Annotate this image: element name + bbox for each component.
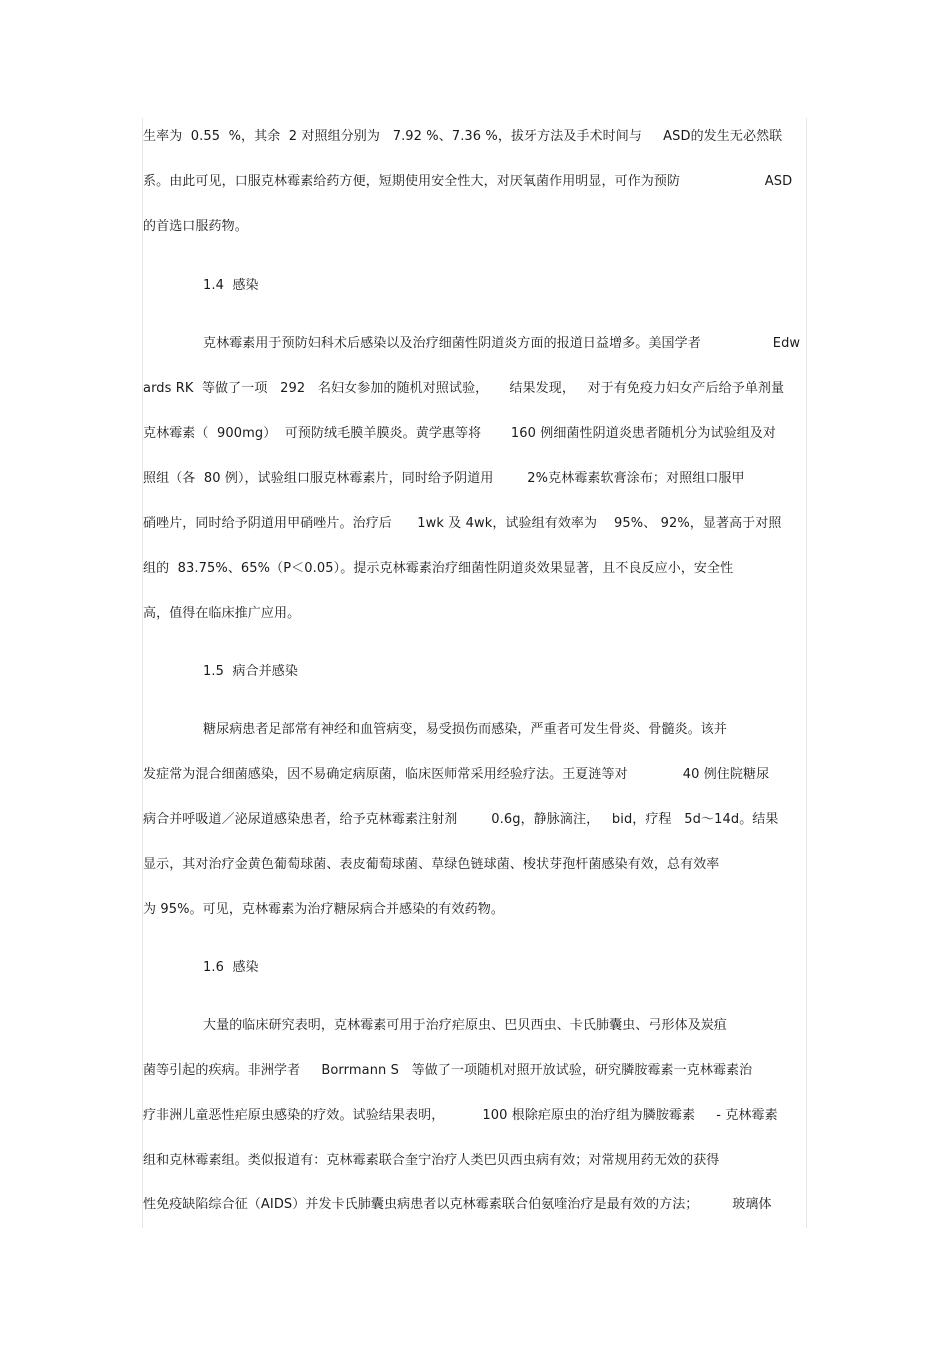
body-text-line: 性免疫缺陷综合征（AIDS）并发卡氏肺囊虫病患者以克林霉素联合伯氨喹治疗是最有效的方法； 玻璃体 <box>143 1197 772 1212</box>
section-heading-1-4: 1.4 感染 <box>203 278 259 293</box>
body-text-line: 硝唑片，同时给予阴道用甲硝唑片。治疗后 1wk 及 4wk，试验组有效率为 95%、 92%，显著高于对照 <box>143 516 782 531</box>
body-text-line: 病合并呼吸道／泌尿道感染患者，给予克林霉素注射剂 0.6g，静脉滴注， bid，疗程 5d～14d。结果 <box>143 812 779 827</box>
body-text-line: 克林霉素（ 900mg） 可预防绒毛膜羊膜炎。黄学惠等将 160 例细菌性阴道炎患者随机分为试验组及对 <box>143 426 777 441</box>
body-text-line: 的首选口服药物。 <box>143 219 248 234</box>
body-text-line: 克林霉素用于预防妇科术后感染以及治疗细菌性阴道炎方面的报道日益增多。美国学者 Edw <box>203 336 801 351</box>
body-text-line: 组的 83.75%、65%（P＜0.05）。提示克林霉素治疗细菌性阴道炎效果显著，且不良反应小，安全性 <box>143 561 734 576</box>
section-heading-1-6: 1.6 感染 <box>203 960 259 975</box>
body-text-line: 组和克林霉素组。类似报道有：克林霉素联合奎宁治疗人类巴贝西虫病有效；对常规用药无效的获得 <box>143 1153 720 1168</box>
body-text-line: 疗非洲儿童恶性疟原虫感染的疗效。试验结果表明， 100 根除疟原虫的治疗组为膦胺霉素 - 克林霉素 <box>143 1108 778 1123</box>
body-text-line: 照组（各 80 例），试验组口服克林霉素片，同时给予阴道用 2%克林霉素软膏涂布；对照组口服甲 <box>143 471 745 486</box>
body-text-line: 发症常为混合细菌感染，因不易确定病原菌，临床医师常采用经验疗法。王夏涟等对 40 例住院糖尿 <box>143 767 770 782</box>
body-text-line: 生率为 0.55 %，其余 2 对照组分别为 7.92 %、7.36 %，拔牙方法及手术时间与 ASD的发生无必然联 <box>143 129 783 144</box>
body-text-line: 糖尿病患者足部常有神经和血管病变，易受损伤而感染，严重者可发生骨炎、骨髓炎。该并 <box>203 722 728 737</box>
body-text-line: 大量的临床研究表明，克林霉素可用于治疗疟原虫、巴贝西虫、卡氏肺囊虫、弓形体及炭疽 <box>203 1018 728 1033</box>
body-text-line: 高，值得在临床推广应用。 <box>143 606 301 621</box>
body-text-line: 显示，其对治疗金黄色葡萄球菌、表皮葡萄球菌、草绿色链球菌、梭状芽孢杆菌感染有效，总有效率 <box>143 857 720 872</box>
body-text-line: 系。由此可见，口服克林霉素给药方便，短期使用安全性大，对厌氧菌作用明显，可作为预防 ASD <box>143 174 793 189</box>
body-text-line: 菌等引起的疾病。非洲学者 Borrmann S 等做了一项随机对照开放试验，研究膦胺霉素一克林霉素治 <box>143 1063 753 1078</box>
body-text-line: ards RK 等做了一项 292 名妇女参加的随机对照试验， 结果发现， 对于有免疫力妇女产后给予单剂量 <box>143 381 785 396</box>
body-text-line: 为 95%。可见，克林霉素为治疗糖尿病合并感染的有效药物。 <box>143 902 504 917</box>
section-heading-1-5: 1.5 病合并感染 <box>203 664 298 679</box>
